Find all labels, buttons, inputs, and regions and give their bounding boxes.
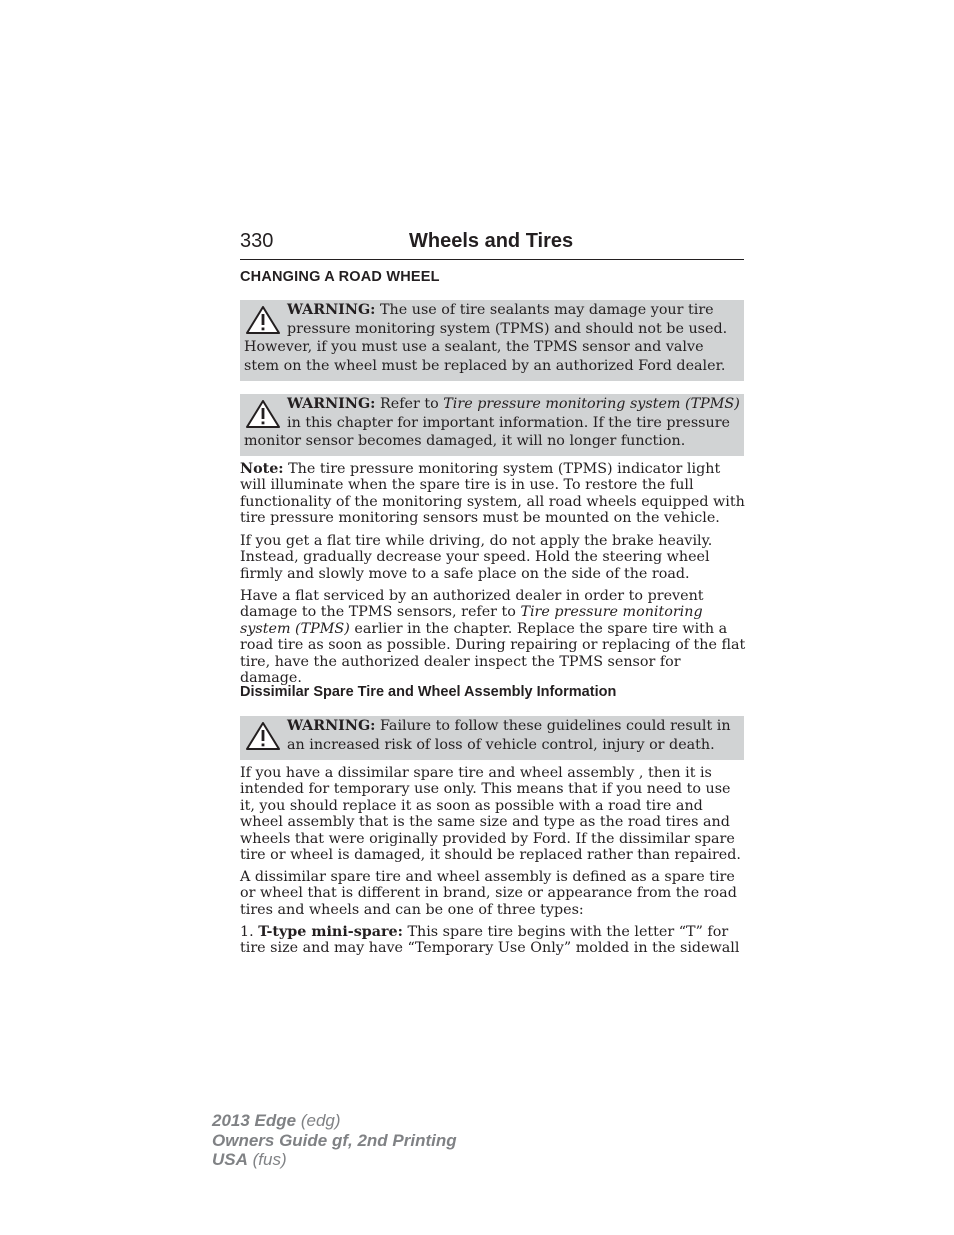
warning-triangle-icon [244, 305, 282, 335]
list-item [240, 924, 746, 957]
warning-label: WARNING: [287, 302, 376, 318]
warning-text: The use of tire sealants may damage your tire pressure monitoring system (TPMS) and should not be used. However, if you must use a sealant, the TPMS sensor and valve stem on the wheel must be replaced by an authorized Ford dealer. [244, 302, 728, 374]
footer-line-model [212, 1111, 457, 1131]
footer-market: USA [212, 1150, 248, 1169]
page-header [240, 228, 744, 260]
warning-text-rest: in this chapter for important information. If the tire pressure monitor sensor becomes damaged, it will no longer function. [244, 414, 731, 449]
paragraph-flat-tire: If you get a flat tire while driving, do not apply the brake heavily. Instead, gradually decrease your speed. Hold the steering wheel firmly and slowly move to a safe place on the side of the road. [240, 533, 713, 582]
footer-line-market [212, 1150, 457, 1170]
footer-line-guide [212, 1131, 457, 1151]
footer-model-code: (edg) [296, 1111, 341, 1130]
warning-box-guidelines [240, 716, 744, 760]
page-footer [212, 1111, 457, 1170]
footer-guide: Owners Guide gf, 2nd Printing [212, 1130, 457, 1150]
footer-model: 2013 Edge [212, 1111, 297, 1130]
paragraph-dissimilar-intro: If you have a dissimilar spare tire and wheel assembly , then it is intended for temporary use only. This means that if you need to use it, you should replace it as soon as possible with a road tire and wheel assembly that is the same size and type as the road tires and wheels that were originally provided by Ford. If the dissimilar spare tire or wheel is damaged, it should be replaced rather than repaired. [240, 765, 741, 864]
warning-triangle-icon [244, 721, 282, 751]
paragraph-dissimilar-definition: A dissimilar spare tire and wheel assembly is defined as a spare tire or wheel that is different in brand, size or appearance from the road tires and wheels and can be one of three types: [240, 869, 737, 918]
list-item-text: This spare tire begins with the letter “T” for tire size and may have “Temporary Use Only” molded in the sidewall [240, 924, 740, 957]
warning-text: Failure to follow these guidelines could result in an increased risk of loss of vehicle control, injury or death. [287, 718, 731, 753]
footer-market-code: (fus) [247, 1150, 287, 1169]
page-number: 330 [240, 230, 274, 252]
warning-text: Refer to [375, 396, 444, 412]
list-item-label: T-type mini-spare: [258, 924, 403, 940]
warning-label: WARNING: [287, 718, 376, 734]
page-title: Wheels and Tires [409, 230, 574, 252]
warning-box-sealants [240, 300, 744, 381]
note-label: Note: [240, 461, 284, 477]
note-paragraph [240, 461, 746, 527]
warning-triangle-icon [244, 399, 282, 429]
tpms-reference: Tire pressure monitoring system (TPMS) [240, 604, 703, 637]
list-number: 1. [240, 924, 259, 940]
subsection-heading: Dissimilar Spare Tire and Wheel Assembly Information [240, 684, 617, 700]
warning-box-tpms [240, 394, 744, 456]
note-text: The tire pressure monitoring system (TPMS) indicator light will illuminate when the spare tire is in use. To restore the full functionality of the monitoring system, all road wheels equipped with tire pressure monitoring sensors must be mounted on the vehicle. [240, 461, 745, 527]
paragraph-text-rest: earlier in the chapter. Replace the spare tire with a road tire as soon as possible. During repairing or replacing of the flat tire, have the authorized dealer inspect the TPMS sensor for damage. [240, 620, 746, 687]
paragraph-text: Have a flat serviced by an authorized dealer in order to prevent damage to the TPMS sensors, refer to [240, 588, 704, 621]
paragraph-flat-serviced [240, 588, 746, 686]
section-heading: CHANGING A ROAD WHEEL [240, 269, 440, 285]
warning-reference: Tire pressure monitoring system (TPMS) [443, 396, 740, 412]
warning-label: WARNING: [287, 396, 376, 412]
